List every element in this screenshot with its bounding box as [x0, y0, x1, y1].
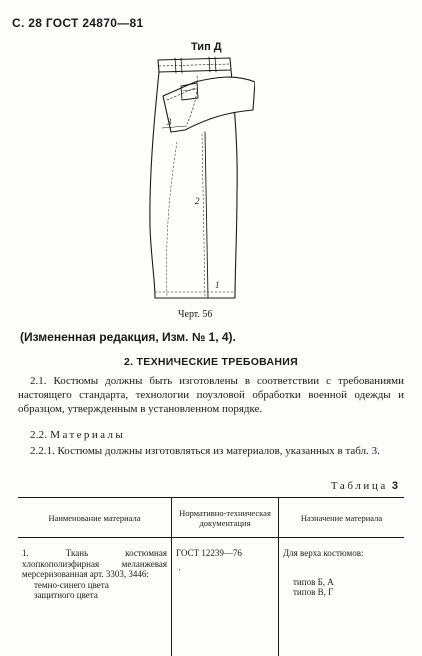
header-documentation: Нормативно-техническая документация — [172, 498, 279, 538]
page-header: С. 28 ГОСТ 24870—81 — [12, 16, 143, 30]
cell-material: 1. Ткань костюмная хлопкополиэфирная меланжевая мерсеризованная арт. 3303, 3446: темно-синего цвета защитного цвета — [18, 538, 172, 656]
table-header-row — [18, 498, 404, 538]
side-seam — [205, 132, 208, 298]
figure-caption: Черт. 56 — [178, 309, 212, 320]
table-row — [18, 538, 404, 656]
waistband — [158, 58, 231, 72]
callout-1: 1 — [215, 280, 220, 290]
trousers-drawing — [135, 52, 255, 304]
paragraph-2-2-1: 2.2.1. Костюмы должны изготовляться из материалов, указанных в табл. 3. — [18, 444, 404, 458]
crease — [166, 142, 177, 296]
paragraph-2-2: 2.2. Материалы — [18, 428, 404, 442]
waist-flap — [163, 77, 255, 132]
cell-documentation: ГОСТ 12239—76 · — [172, 538, 279, 656]
figure-type-label: Тип Д — [191, 41, 222, 53]
materials-table — [18, 497, 404, 656]
materials-heading: Материалы — [50, 429, 125, 441]
header-material: Наименование материала — [18, 498, 172, 538]
paragraph-2-1: 2.1. Костюмы должны быть изготовлены в соответствии с требованиями настоящего стандарта, технологии поузловой обработки военной одежды и образцом, утвержденным в установленном порядке. — [18, 374, 404, 416]
section-title: 2. ТЕХНИЧЕСКИЕ ТРЕБОВАНИЯ — [0, 356, 422, 368]
table-label: Таблица 3 — [331, 480, 398, 492]
header-purpose: Назначение материала — [279, 498, 405, 538]
callout-3: 3 — [166, 117, 172, 127]
cell-purpose: Для верха костюмов: типов Б, А типов В, Г — [279, 538, 405, 656]
revision-note: (Измененная редакция, Изм. № 1, 4). — [20, 330, 236, 344]
callout-2: 2 — [195, 196, 200, 206]
